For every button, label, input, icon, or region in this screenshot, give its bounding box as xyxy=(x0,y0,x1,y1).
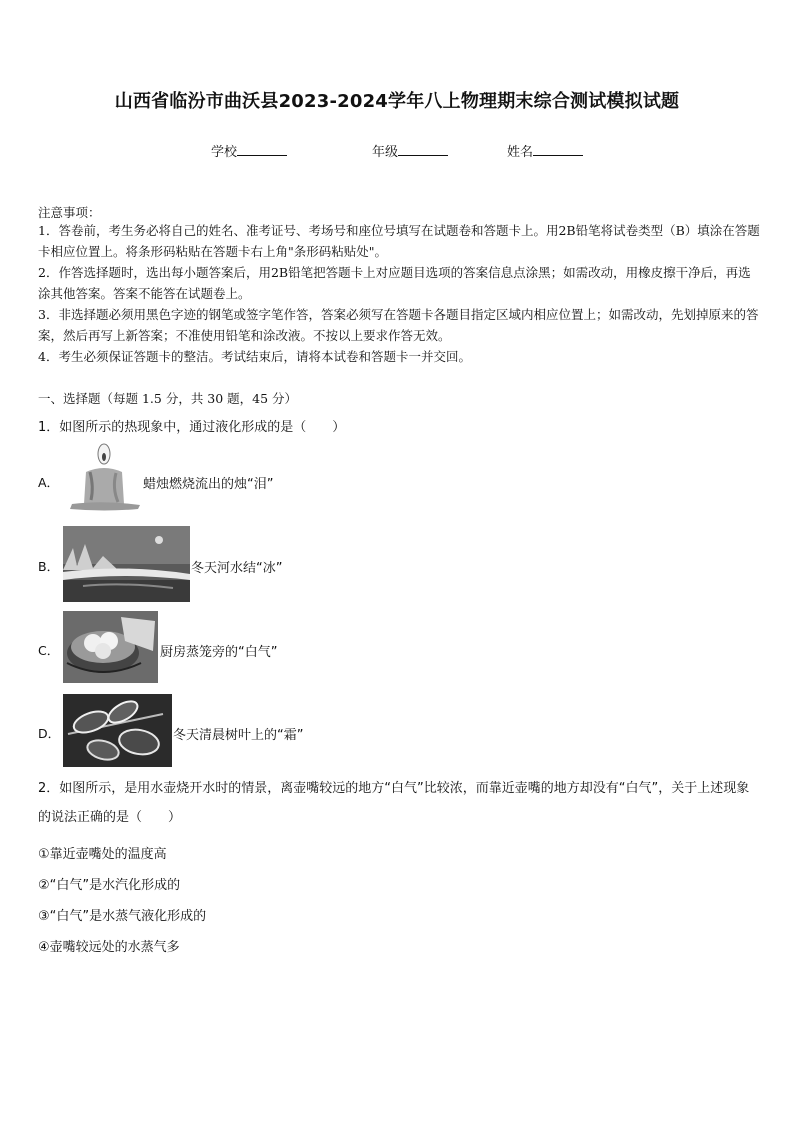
grade-blank[interactable] xyxy=(398,143,448,156)
option-d-text: 冬天清晨树叶上的“霜” xyxy=(173,728,304,743)
note-item: 3．非选择题必须用黑色字迹的钢笔或签字笔作答，答案必须写在答题卡各题目指定区域内相应位置上；如需改动，先划掉原来的答案，然后再写上新答案；不准使用铅笔和涂改液。不按以上要求作答无效。 xyxy=(38,307,759,343)
name-blank[interactable] xyxy=(533,143,583,156)
frost-leaves-image xyxy=(63,694,172,767)
statement-item: ②“白气”是水汽化形成的 xyxy=(38,878,181,893)
question-1-stem: 1．如图所示的热现象中，通过液化形成的是（ ） xyxy=(38,420,346,435)
statement-item: ①靠近壶嘴处的温度高 xyxy=(38,847,167,862)
option-b-text: 冬天河水结“冰” xyxy=(191,561,283,576)
option-a-letter: A． xyxy=(38,475,60,490)
name-label: 姓名 xyxy=(507,145,534,160)
note-item: 1．答卷前，考生务必将自己的姓名、准考证号、考场号和座位号填写在试题卷和答题卡上。用2B铅笔将试卷类型（B）填涂在答题卡相应位置上。将条形码粘贴在答题卡右上角"条形码粘贴处"。 xyxy=(38,223,760,259)
option-d-letter: D． xyxy=(38,726,61,741)
grade-label: 年级 xyxy=(372,145,399,160)
statement-item: ③“白气”是水蒸气液化形成的 xyxy=(38,909,207,924)
section-heading: 一、选择题（每题 1.5 分，共 30 题，45 分） xyxy=(38,391,298,406)
option-c-letter: C． xyxy=(38,643,60,658)
name-field[interactable] xyxy=(507,141,583,160)
option-c-text: 厨房蒸笼旁的“白气” xyxy=(160,645,278,660)
grade-field[interactable] xyxy=(372,141,448,160)
frozen-river-image xyxy=(63,526,190,602)
school-field[interactable] xyxy=(211,141,287,160)
note-item: 2．作答选择题时，选出每小题答案后，用2B铅笔把答题卡上对应题目选项的答案信息点涂黑；如需改动，用橡皮擦干净后，再选涂其他答案。答案不能答在试题卷上。 xyxy=(38,265,751,301)
candle-image xyxy=(64,442,144,512)
option-b-letter: B． xyxy=(38,559,60,574)
question-2-stem: 2．如图所示，是用水壶烧开水时的情景，离壶嘴较远的地方“白气”比较浓，而靠近壶嘴的地方却没有“白气”，关于上述现象的说法正确的是（ ） xyxy=(38,781,750,825)
notes-heading: 注意事项： xyxy=(38,205,101,220)
school-label: 学校 xyxy=(211,145,238,160)
school-blank[interactable] xyxy=(237,143,287,156)
steamer-image xyxy=(63,611,158,683)
note-item: 4．考生必须保证答题卡的整洁。考试结束后，请将本试卷和答题卡一并交回。 xyxy=(38,349,471,364)
page-title: 山西省临汾市曲沃县2023-2024学年八上物理期末综合测试模拟试题 xyxy=(114,91,680,112)
statement-item: ④壶嘴较远处的水蒸气多 xyxy=(38,940,180,955)
option-a-text: 蜡烛燃烧流出的烛“泪” xyxy=(143,477,274,492)
